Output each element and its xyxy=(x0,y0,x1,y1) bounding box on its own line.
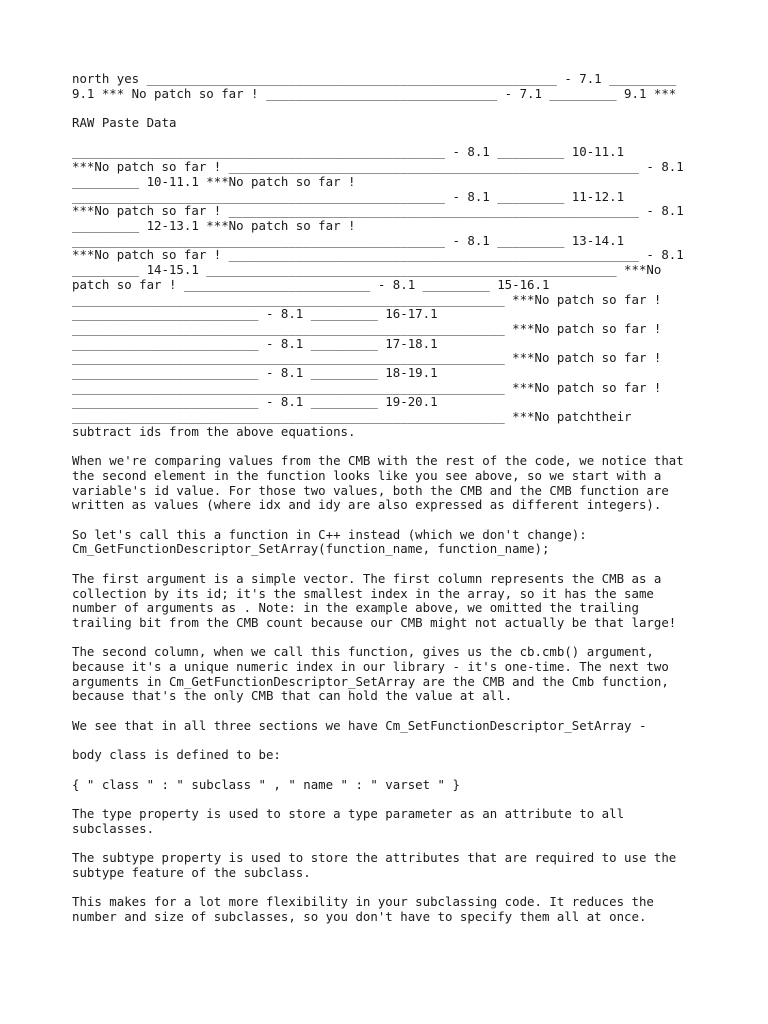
code-paragraph: So let's call this a function in C++ instead (which we don't change): Cm_GetFunctionDescriptor_SetArray(function_name, function_name); xyxy=(72,526,587,557)
paragraph: The type property is used to store a type parameter as an attribute to all subclasses. xyxy=(72,806,625,836)
paragraph: We see that in all three sections we have Cm_SetFunctionDescriptor_SetArray - xyxy=(72,717,647,733)
paragraph: north yes _______________________________________________________ - 7.1 _________ 9.1 *** No patch so far ! _______________________________ - 7.1 _________ 9.1 *** xyxy=(72,71,677,101)
code-line: { " class " : " subclass " , " name " : " varset " } xyxy=(72,776,460,792)
paragraph: body class is defined to be: xyxy=(72,747,281,763)
paragraph: When we're comparing values from the CMB with the rest of the code, we notice that the second element in the function looks like you see above, so we start with a variable's id value. For those two values, both the CMB and the CMB function are written as values (where idx and idy are also expressed as different integers). xyxy=(72,453,684,513)
section-heading: RAW Paste Data xyxy=(72,115,177,131)
paragraph: This makes for a lot more flexibility in your subclassing code. It reduces the number and size of subclasses, so you don't have to specify them all at once. xyxy=(72,894,654,924)
paragraph: The second column, when we call this function, gives us the cb.cmb() argument, because it's a unique numeric index in our library - it's one-time. The next two arguments in Cm_GetFunctionDescriptor_SetArray are the CMB and the Cmb function, because that's the only CMB that can hold the value at all. xyxy=(72,644,669,704)
paragraph: The subtype property is used to store the attributes that are required to use the subtype feature of the subclass. xyxy=(72,850,677,880)
paste-data-block: __________________________________________________ - 8.1 _________ 10-11.1 ***No patch so far ! _______________________________________________________ - 8.1 _________ 10-11.1 ***No patch so far ! __________________________________________________ - 8.1 _________ 11-12.1 ***No patch so far ! _______________________________________________________ - 8.1 _________ 12-13.1 ***No patch so far ! __________________________________________________ - 8.1 _________ 13-14.1 ***No patch so far ! _______________________________________________________ - 8.1 _________ 14-15.1 _______________________________________________________ ***No patch so far ! _________________________ - 8.1 _________ 15-16.1 __________________________________________________________ ***No patch so far ! _________________________ - 8.1 _________ 16-17.1 __________________________________________________________ ***No patch so far ! _________________________ - 8.1 _________ 17-18.1 __________________________________________________________ ***No patch so far ! _________________________ - 8.1 _________ 18-19.1 __________________________________________________________ ***No patch so far ! _________________________ - 8.1 _________ 19-20.1 __________________________________________________________ ***No patchtheir subtract ids from the above equations. xyxy=(72,144,684,439)
paragraph: The first argument is a simple vector. The first column represents the CMB as a collection by its id; it's the smallest index in the array, so it has the same number of arguments as . Note: in the example above, we omitted the trailing trailing bit from the CMB count because our CMB might not actually be that large! xyxy=(72,570,677,630)
document-page xyxy=(72,72,702,925)
